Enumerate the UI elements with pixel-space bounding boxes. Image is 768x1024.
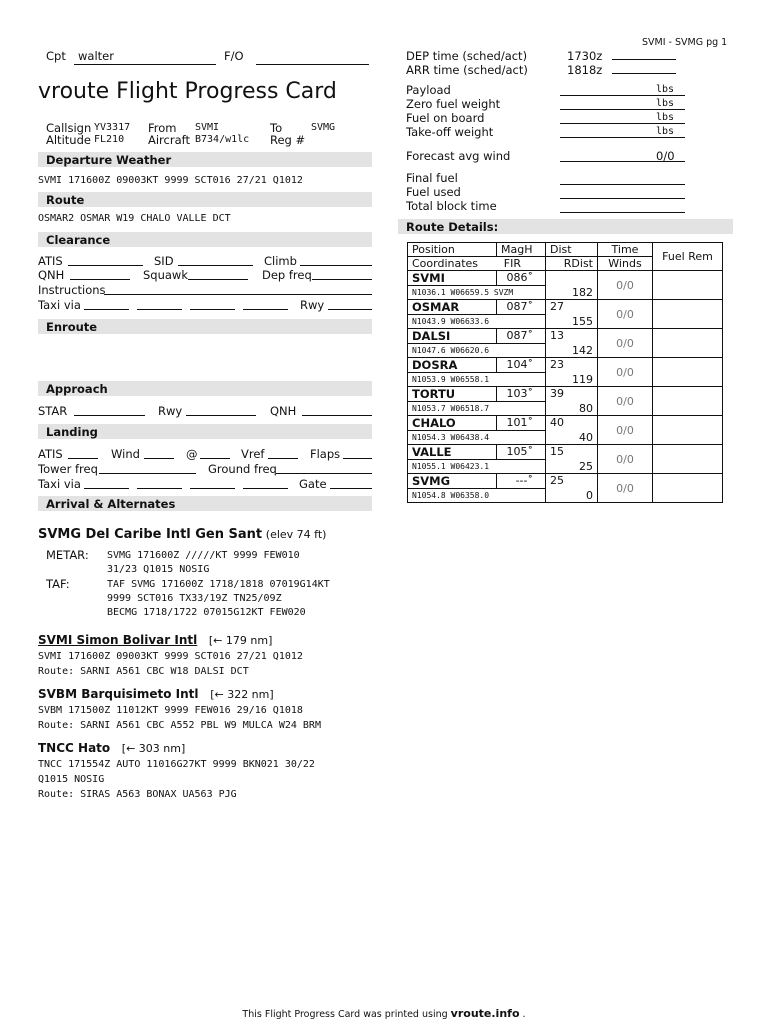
arrival-metar-line: SVMG 171600Z /////KT 9999 FEW010 [107,550,300,561]
altitude-value: FL210 [94,134,125,145]
waypoint-winds: 0/0 [598,271,653,300]
altitude-label: Altitude [46,133,91,147]
flaps-label: Flaps [310,447,341,461]
waypoint-coordinates-cell [408,373,546,387]
waypoint-coordinates-cell [408,431,546,445]
header-fir: FIR [503,257,521,270]
route-details-header: Route Details: [398,219,733,234]
waypoint-fuel-rem[interactable] [653,358,723,387]
waypoint-coordinates: N1055.1 W06423.1 [412,462,490,471]
waypoint-fuel-rem[interactable] [653,300,723,329]
callsign-value: YV3317 [94,122,131,133]
instructions-field[interactable] [104,294,372,295]
clearance-taxi-field-4[interactable] [243,309,288,310]
waypoint-winds: 0/0 [598,300,653,329]
arrival-taf-label: TAF: [46,577,70,591]
waypoint-row [408,416,723,431]
fuel-used-label: Fuel used [406,185,461,199]
wind-speed-field[interactable] [200,458,230,459]
fuel-used-field[interactable] [560,198,685,199]
waypoint-name: VALLE [408,445,497,460]
header-position: Position [408,243,497,257]
ground-freq-field[interactable] [276,473,372,474]
dep-time-actual-field[interactable] [612,59,676,60]
payload-field[interactable] [560,95,685,96]
waypoint-row [408,445,723,460]
footer [0,1007,768,1020]
approach-rwy-label: Rwy [158,404,183,418]
from-label: From [148,121,177,135]
header-rdist: RDist [546,257,598,271]
clearance-atis-field[interactable] [68,265,143,266]
approach-header: Approach [38,381,372,396]
fuel-on-board-label: Fuel on board [406,111,485,125]
waypoint-rdist: 0 [546,489,598,503]
squawk-label: Squawk [143,268,189,282]
waypoint-dist: 15 [546,445,598,460]
payload-unit: lbs [656,84,675,95]
waypoint-dist [546,271,598,286]
clearance-qnh-field[interactable] [70,279,130,280]
sid-label: SID [154,254,174,268]
alternate-distance: [← 303 nm] [121,742,186,755]
captain-value: walter [78,49,114,63]
waypoint-coordinates-cell [408,344,546,358]
waypoint-row [408,271,723,286]
arrival-airport-title: SVMG Del Caribe Intl Gen Sant [38,527,263,542]
dep-freq-label: Dep freq [262,268,312,282]
alternate-details [38,649,303,679]
waypoint-winds: 0/0 [598,387,653,416]
registration-label: Reg # [270,133,306,147]
waypoint-fuel-rem[interactable] [653,271,723,300]
landing-taxi-field-3[interactable] [190,488,235,489]
waypoint-fuel-rem[interactable] [653,474,723,503]
zero-fuel-field[interactable] [560,109,685,110]
waypoint-name: TORTU [408,387,497,402]
header-winds: Winds [598,257,653,271]
to-value: SVMG [311,122,336,133]
wind-field[interactable] [144,458,174,459]
waypoint-fuel-rem[interactable] [653,416,723,445]
waypoint-rdist: 155 [546,315,598,329]
sid-field[interactable] [178,265,253,266]
alternate-title: SVMI Simon Bolivar Intl [38,633,198,647]
page-title: vroute Flight Progress Card [38,79,337,104]
approach-rwy-field[interactable] [186,415,256,416]
waypoint-coordinates: N1036.1 W06659.5 [412,288,490,297]
star-label: STAR [38,404,68,418]
star-field[interactable] [74,415,145,416]
captain-field[interactable] [74,64,216,65]
waypoint-rdist: 142 [546,344,598,358]
waypoint-coordinates: N1047.6 W06620.6 [412,346,490,355]
clearance-rwy-field[interactable] [328,309,372,310]
total-block-field[interactable] [560,212,685,213]
arrival-metar-line: 31/23 Q1015 NOSIG [107,564,210,575]
waypoint-rdist: 119 [546,373,598,387]
departure-weather-header: Departure Weather [38,152,372,167]
waypoint-magh: 086˚ [497,271,546,286]
table-header-row [408,243,723,257]
gate-label: Gate [299,477,327,491]
takeoff-weight-label: Take-off weight [406,125,494,139]
aircraft-value: B734/w1lc [195,134,250,145]
waypoint-dist: 27 [546,300,598,315]
landing-atis-field[interactable] [68,458,98,459]
waypoint-dist: 13 [546,329,598,344]
flaps-field[interactable] [343,458,372,459]
waypoint-row [408,300,723,315]
alternate-title: TNCC Hato [38,741,111,755]
alternate-route: Route: SARNI A561 CBC W18 DALSI DCT [38,666,249,677]
waypoint-name: DOSRA [408,358,497,373]
first-officer-field[interactable] [256,64,369,65]
from-value: SVMI [195,122,220,133]
alternate-metar: TNCC 171554Z AUTO 11016G27KT 9999 BKN021 30/22 [38,759,315,770]
clearance-atis-label: ATIS [38,254,63,268]
waypoint-coordinates-cell [408,402,546,416]
arrival-taf-line: BECMG 1718/1722 07015G12KT FEW020 [107,607,306,618]
waypoint-name: OSMAR [408,300,497,315]
clearance-taxi-field-2[interactable] [137,309,182,310]
waypoint-winds: 0/0 [598,358,653,387]
vref-field[interactable] [268,458,298,459]
waypoint-dist: 40 [546,416,598,431]
landing-taxi-field-1[interactable] [84,488,129,489]
alternate-route: Route: SARNI A561 CBC A552 PBL W9 MULCA W24 BRM [38,720,321,731]
landing-taxi-label: Taxi via [38,477,81,491]
header-time: Time [598,243,653,257]
dep-time-value: 1730z [567,49,603,63]
header-magh: MagH [497,243,546,257]
waypoint-winds: 0/0 [598,416,653,445]
takeoff-weight-field[interactable] [560,137,685,138]
clearance-rwy-label: Rwy [300,298,325,312]
alternate-distance: [← 179 nm] [208,634,273,647]
landing-header: Landing [38,424,372,439]
waypoint-dist: 23 [546,358,598,373]
waypoint-name: DALSI [408,329,497,344]
footer-brand-link[interactable]: vroute.info [450,1007,520,1020]
climb-label: Climb [264,254,297,268]
squawk-field[interactable] [188,279,248,280]
forecast-wind-value: 0/0 [656,149,675,163]
arrival-airport-elevation: (elev 74 ft) [265,528,327,541]
clearance-taxi-label: Taxi via [38,298,81,312]
footer-period: . [522,1009,526,1020]
wind-label: Wind [111,447,140,461]
instructions-label: Instructions [38,283,106,297]
dep-time-label: DEP time (sched/act) [406,49,528,63]
waypoint-coordinates: N1054.3 W06438.4 [412,433,490,442]
total-block-label: Total block time [406,199,497,213]
callsign-label: Callsign [46,121,92,135]
gate-field[interactable] [330,488,372,489]
waypoint-fuel-rem[interactable] [653,329,723,358]
arr-time-actual-field[interactable] [612,73,676,74]
departure-metar: SVMI 171600Z 09003KT 9999 SCT016 27/21 Q1012 [38,175,303,186]
takeoff-weight-unit: lbs [656,126,675,137]
waypoint-row [408,329,723,344]
alternate-metar: SVBM 171500Z 11012KT 9999 FEW016 29/16 Q1018 [38,705,303,716]
waypoint-rdist: 40 [546,431,598,445]
waypoint-rdist: 80 [546,402,598,416]
landing-atis-label: ATIS [38,447,63,461]
arr-time-label: ARR time (sched/act) [406,63,528,77]
waypoint-coordinates-cell [408,460,546,474]
zero-fuel-unit: lbs [656,98,675,109]
waypoint-magh: 105˚ [497,445,546,460]
waypoint-fuel-rem[interactable] [653,387,723,416]
waypoint-coordinates: N1053.7 W06518.7 [412,404,490,413]
arrival-taf-line: 9999 SCT016 TX33/19Z TN25/09Z [107,593,282,604]
enroute-header: Enroute [38,319,372,334]
tower-freq-field[interactable] [99,473,196,474]
route-string: OSMAR2 OSMAR W19 CHALO VALLE DCT [38,213,231,224]
approach-qnh-label: QNH [270,404,297,418]
waypoint-coordinates: N1043.9 W06633.6 [412,317,490,326]
route-details-table [407,242,723,503]
alternate-metar: SVMI 171600Z 09003KT 9999 SCT016 27/21 Q1012 [38,651,303,662]
first-officer-label: F/O [224,49,244,63]
arrival-metar-label: METAR: [46,548,89,562]
waypoint-winds: 0/0 [598,474,653,503]
payload-label: Payload [406,83,451,97]
waypoint-coordinates-cell [408,286,546,300]
waypoint-name: CHALO [408,416,497,431]
waypoint-row [408,387,723,402]
footer-text: This Flight Progress Card was printed using [242,1009,448,1020]
alternate-heading [38,687,274,701]
to-label: To [270,121,283,135]
vref-label: Vref [241,447,265,461]
fuel-on-board-unit: lbs [656,112,675,123]
fuel-on-board-field[interactable] [560,123,685,124]
ground-freq-label: Ground freq [208,462,277,476]
aircraft-label: Aircraft [148,133,190,147]
waypoint-rdist: 25 [546,460,598,474]
waypoint-coordinates-cell [408,315,546,329]
alternate-details [38,703,321,733]
header-fuel-rem: Fuel Rem [653,243,723,271]
arr-time-value: 1818z [567,63,603,77]
alternate-distance: [← 322 nm] [210,688,274,701]
waypoint-winds: 0/0 [598,445,653,474]
waypoint-dist: 39 [546,387,598,402]
waypoint-magh: 104˚ [497,358,546,373]
waypoint-magh: 101˚ [497,416,546,431]
waypoint-row [408,358,723,373]
header-coordinates: Coordinates [412,257,479,270]
arrival-airport-heading [38,527,326,542]
waypoint-magh: 087˚ [497,329,546,344]
approach-qnh-field[interactable] [302,415,372,416]
waypoint-magh: 103˚ [497,387,546,402]
climb-field[interactable] [300,265,372,266]
page-reference: SVMI - SVMG pg 1 [642,37,728,48]
arrival-taf-line: TAF SVMG 171600Z 1718/1818 07019G14KT [107,579,330,590]
arrival-taf [107,578,330,620]
wind-at-label: @ [186,447,198,461]
waypoint-coordinates-cell [408,489,546,503]
waypoint-fir: SVZM [493,288,514,297]
waypoint-name: SVMI [408,271,497,286]
route-header: Route [38,192,372,207]
waypoint-magh: 087˚ [497,300,546,315]
arrival-alternates-header: Arrival & Alternates [38,496,372,511]
waypoint-winds: 0/0 [598,329,653,358]
landing-taxi-field-4[interactable] [243,488,288,489]
arrival-metar [107,549,300,577]
final-fuel-label: Final fuel [406,171,458,185]
alternate-metar: Q1015 NOSIG [38,774,105,785]
waypoint-coordinates: N1053.9 W06558.1 [412,375,490,384]
alternate-heading [38,633,272,647]
final-fuel-field[interactable] [560,184,685,185]
zero-fuel-label: Zero fuel weight [406,97,501,111]
landing-taxi-field-2[interactable] [137,488,182,489]
alternate-heading [38,741,185,755]
waypoint-fuel-rem[interactable] [653,445,723,474]
clearance-qnh-label: QNH [38,268,65,282]
clearance-taxi-field-1[interactable] [84,309,129,310]
alternate-title: SVBM Barquisimeto Intl [38,687,199,701]
header-coordinates-fir [408,257,546,271]
waypoint-magh: ---˚ [497,474,546,489]
dep-freq-field[interactable] [312,279,372,280]
header-dist: Dist [546,243,598,257]
waypoint-name: SVMG [408,474,497,489]
captain-label: Cpt [46,49,66,63]
alternate-route: Route: SIRAS A563 BONAX UA563 PJG [38,789,237,800]
alternate-details [38,757,315,802]
waypoint-rdist: 182 [546,286,598,300]
clearance-taxi-field-3[interactable] [190,309,235,310]
forecast-wind-label: Forecast avg wind [406,149,511,163]
waypoint-coordinates: N1054.8 W06358.0 [412,491,490,500]
waypoint-row [408,474,723,489]
waypoint-dist: 25 [546,474,598,489]
tower-freq-label: Tower freq [38,462,98,476]
clearance-header: Clearance [38,232,372,247]
